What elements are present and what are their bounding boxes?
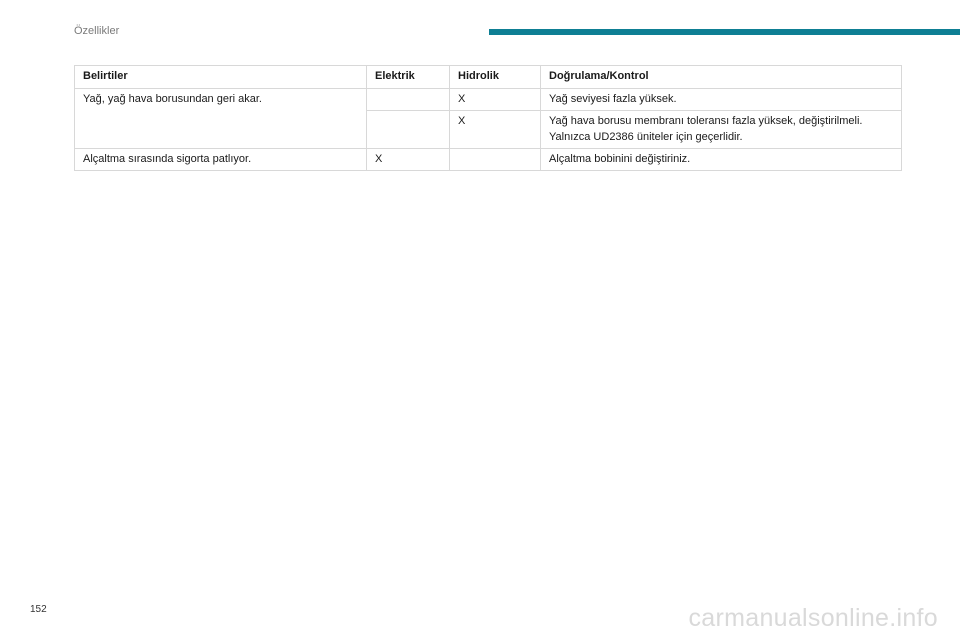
cell-hydraulic: X [450,111,541,149]
troubleshooting-table [74,65,902,171]
cell-electric [367,111,450,149]
section-title: Özellikler [74,25,120,37]
header-accent-bar [489,29,960,35]
cell-hydraulic [450,149,541,171]
page-number: 152 [30,604,47,615]
cell-hydraulic: X [450,89,541,111]
cell-check: Yağ seviyesi fazla yüksek. [541,89,902,111]
table-row [75,89,902,111]
cell-check: Yağ hava borusu membranı toleransı fazla yüksek, değiştirilmeli. Yalnızca UD2386 üniteler için geçerlidir. [541,111,902,149]
cell-electric: X [367,149,450,171]
table-header-row [75,66,902,89]
cell-electric [367,89,450,111]
column-header-symptoms: Belirtiler [75,66,367,89]
watermark-text[interactable]: carmanualsonline.info [688,604,938,632]
column-header-electric: Elektrik [367,66,450,89]
cell-symptom: Alçaltma sırasında sigorta patlıyor. [75,149,367,171]
column-header-hydraulic: Hidrolik [450,66,541,89]
cell-symptom: Yağ, yağ hava borusundan geri akar. [75,89,367,149]
cell-check: Alçaltma bobinini değiştiriniz. [541,149,902,171]
column-header-check: Doğrulama/Kontrol [541,66,902,89]
table-row [75,149,902,171]
